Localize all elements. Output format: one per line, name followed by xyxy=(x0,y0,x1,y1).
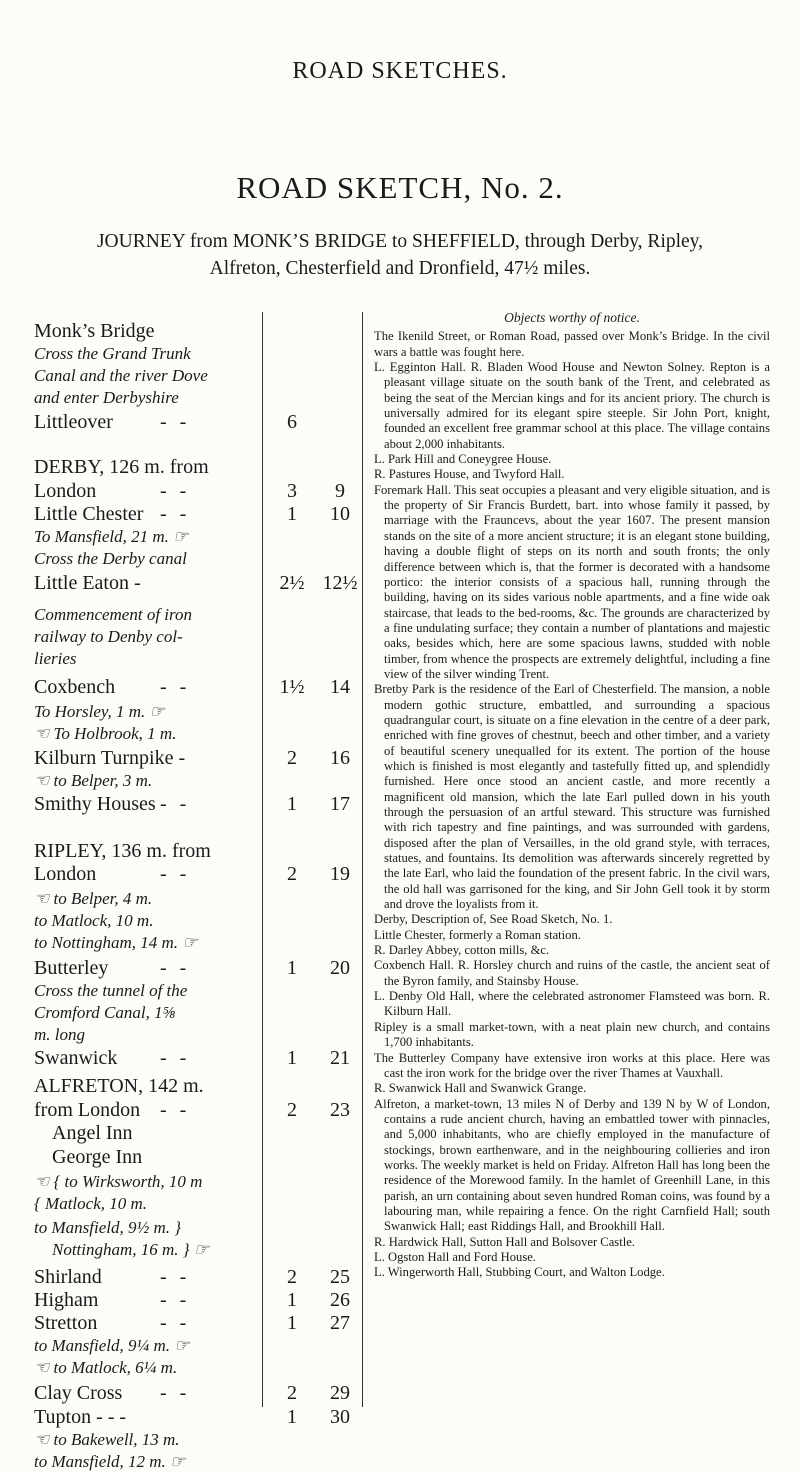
route-line: ☜ to Bakewell, 13 m. xyxy=(34,1430,180,1449)
route-line: Cross the tunnel of the xyxy=(34,981,188,1000)
notice-paragraph: The Butterley Company have extensive iron works at this place. Here was cast the iron work for the bridge over the river Thames at Vauxhall. xyxy=(374,1050,770,1080)
total-distance: 14 xyxy=(330,676,350,698)
total-distance: 29 xyxy=(330,1382,350,1404)
route-line: ☜ to Matlock, 6¼ m. xyxy=(34,1358,178,1377)
column-rule-left xyxy=(262,312,263,1407)
route-line: Commencement of iron xyxy=(34,605,193,624)
total-distance: 23 xyxy=(330,1099,350,1121)
route-line: ☜ { to Wirksworth, 10 m xyxy=(34,1172,203,1191)
stage-distance: 1 xyxy=(287,1312,297,1334)
route-line: Shirland xyxy=(34,1266,102,1288)
page-title: ROAD SKETCH, No. 2. xyxy=(236,170,564,205)
stage-distance: 2 xyxy=(287,747,297,769)
total-distance: 9 xyxy=(335,480,345,502)
notice-paragraph: Derby, Description of, See Road Sketch, No. 1. xyxy=(374,912,613,927)
leader-dashes: - - xyxy=(160,1289,191,1311)
total-distance: 26 xyxy=(330,1289,350,1311)
stage-distance: 6 xyxy=(287,411,297,433)
route-line: lieries xyxy=(34,649,77,668)
stage-distance: 1 xyxy=(287,793,297,815)
stage-distance: 2 xyxy=(287,1266,297,1288)
route-line: ☜ To Holbrook, 1 m. xyxy=(34,724,177,743)
route-line: Kilburn Turnpike - xyxy=(34,747,186,769)
leader-dashes: - - xyxy=(160,1312,191,1334)
total-distance: 25 xyxy=(330,1266,350,1288)
route-line: m. long xyxy=(34,1025,85,1044)
leader-dashes: - - xyxy=(160,863,191,885)
total-distance: 30 xyxy=(330,1406,350,1428)
notice-paragraph: R. Hardwick Hall, Sutton Hall and Bolsover Castle. xyxy=(374,1234,635,1249)
route-line: To Mansfield, 21 m. ☞ xyxy=(34,527,189,546)
notice-paragraph: L. Park Hill and Coneygree House. xyxy=(374,452,552,467)
leader-dashes: - - xyxy=(160,1047,191,1069)
total-distance: 21 xyxy=(330,1047,350,1069)
stage-distance: 1 xyxy=(287,1289,297,1311)
stage-distance: 1½ xyxy=(279,676,305,698)
total-distance: 19 xyxy=(330,863,350,885)
route-line: Little Chester xyxy=(34,503,144,525)
route-line: Canal and the river Dove xyxy=(34,366,208,385)
route-line: London xyxy=(34,863,97,885)
notice-paragraph: Little Chester, formerly a Roman station. xyxy=(374,927,581,942)
notice-paragraph: L. Denby Old Hall, where the celebrated astronomer Flamsteed was born. R. Kilburn Hall. xyxy=(374,989,770,1019)
notice-paragraph: Coxbench Hall. R. Horsley church and ruins of the castle, the ancient seat of the Byron family, and Stainsby House. xyxy=(374,958,770,988)
route-line: to Matlock, 10 m. xyxy=(34,911,154,930)
route-line: Coxbench xyxy=(34,676,116,698)
route-line: to Mansfield, 9¼ m. ☞ xyxy=(34,1336,190,1355)
notice-paragraph: Ripley is a small market-town, with a neat plain new church, and contains 1,700 inhabitants. xyxy=(374,1019,770,1050)
stage-distance: 2 xyxy=(287,1382,297,1404)
route-line: Cross the Derby canal xyxy=(34,549,187,568)
notice-paragraph: L. Ogston Hall and Ford House. xyxy=(374,1249,536,1264)
route-line: RIPLEY, 136 m. from xyxy=(34,840,211,862)
route-line: ☜ to Belper, 4 m. xyxy=(34,889,153,908)
route-line: Smithy Houses xyxy=(34,793,156,815)
notice-paragraph: Bretby Park is the residence of the Earl of Chesterfield. The mansion, a noble modern gothic structure, embattled, and surrounding a spacious quadrangular court, is situate on a fine elevation in the centre of a deer park, enriched with fine groves of chestnut, beech and other timber, and a variety of beautiful scenery unequalled for its extent. The portion of the house which is finished is most elegantly and tastefully fitted up, and splendidly furnished. Here once stood an ancient castle, and more recently a magnificent old mansion, which the late Earl pulled down in his youth through the persuasion of an artful steward. This structure was furnished with rich tapestry and fine paintings, and was surrounded with gardens, disposed after the plan of Versailles, in the old grand style, with terraces, statues, and fountains. Its demolition was afterwards sincerely regretted by the late Earl, who laid the foundation of the present fabric. In the civil wars, the old hall was garrisoned for the king, and Sir John Gell took it by storm and drove the loyalists from it. xyxy=(374,682,770,912)
stage-distance: 2 xyxy=(287,863,297,885)
route-line: { Matlock, 10 m. xyxy=(34,1194,148,1213)
notice-paragraph: R. Swanwick Hall and Swanwick Grange. xyxy=(374,1081,587,1096)
route-line: Higham xyxy=(34,1289,99,1311)
journey-description xyxy=(40,228,760,282)
journey-line-2: Alfreton, Chesterfield and Dronfield, 47½ miles. xyxy=(209,258,591,279)
route-line: Clay Cross xyxy=(34,1382,123,1404)
stage-distance: 2 xyxy=(287,1099,297,1121)
route-line: ☜ to Belper, 3 m. xyxy=(34,771,153,790)
notice-paragraph: R. Pastures House, and Twyford Hall. xyxy=(374,467,565,482)
route-line: Littleover xyxy=(34,411,113,433)
leader-dashes: - - xyxy=(160,1266,191,1288)
route-line: DERBY, 126 m. from xyxy=(34,456,209,478)
notices-heading: Objects worthy of notice. xyxy=(504,310,640,325)
route-line: Swanwick xyxy=(34,1047,118,1069)
journey-line-1: JOURNEY from MONK’S BRIDGE to SHEFFIELD, through Derby, Ripley, xyxy=(96,231,704,252)
route-line: ALFRETON, 142 m. xyxy=(34,1075,204,1097)
notice-paragraph: Alfreton, a market-town, 13 miles N of Derby and 139 N by W of London, contains a rude ancient church, having an embattled tower with pinnacles, and 5,000 inhabitants, who are chiefly employed in the manufacture of stockings, brown earthenware, and in the neighbouring collieries and iron works. The weekly market is held on Friday. Alfreton Hall has long been the residence of the Morewood family. In the hamlet of Greenhill Lane, in this parish, an urn containing about seven hundred Roman coins, was found by a labouring man, while repairing a fence. On the right Carnfield Hall; south Swanwick Hall; east Riddings Hall, and Brookhill Hall. xyxy=(374,1096,770,1234)
route-line: Butterley xyxy=(34,957,109,979)
route-line: to Mansfield, 9½ m. } xyxy=(34,1218,182,1237)
route-line: railway to Denby col- xyxy=(34,627,183,646)
leader-dashes: - - xyxy=(160,1099,191,1121)
column-rule-right xyxy=(362,312,363,1407)
notice-paragraph: R. Darley Abbey, cotton mills, &c. xyxy=(374,943,550,958)
route-line: Nottingham, 16 m. } ☞ xyxy=(52,1240,210,1259)
leader-dashes: - - xyxy=(160,480,191,502)
route-line: from London xyxy=(34,1099,141,1121)
route-line: To Horsley, 1 m. ☞ xyxy=(34,702,165,721)
notice-paragraph: Foremark Hall. This seat occupies a pleasant and very eligible situation, and is the property of Sir Francis Burdett, bart. into whose family it passed, by marriage with the Frauncevs, about the year 1607. The present mansion stands on the site of a more ancient structure; it is an elegant stone building, having a double flight of steps on its north and south fronts; the only difference between which is, that the former is decorated with a handsome portico: the interior consists of a spacious hall, running through the building, having on its sides various noble apartments, and a fine wide oak staircase, that leads to the bed-rooms, &c. The grounds are characterized by a fine undulating surface; they contain a number of plantations and majestic oaks, besides which, here are some spacious lawns, studded with noble timber, from whence the prospects are extremely delightful, including a fine view of the silver winding Trent. xyxy=(374,482,770,681)
stage-distance: 1 xyxy=(287,1047,297,1069)
notice-paragraph: The Ikenild Street, or Roman Road, passed over Monk’s Bridge. In the civil wars a battle was fought here. xyxy=(374,329,770,359)
stage-distance: 1 xyxy=(287,1406,297,1428)
route-line: Tupton - - - xyxy=(34,1406,127,1428)
leader-dashes: - - xyxy=(160,793,191,815)
notices-column xyxy=(374,310,770,1281)
stage-distance: 2½ xyxy=(279,572,305,594)
route-line: to Mansfield, 12 m. ☞ xyxy=(34,1452,186,1471)
notices-list xyxy=(374,329,770,1280)
total-distance: 10 xyxy=(330,503,350,525)
route-line: Cromford Canal, 1⅝ xyxy=(34,1003,176,1022)
leader-dashes: - - xyxy=(160,411,191,433)
route-line: Stretton xyxy=(34,1312,98,1334)
route-line: George Inn xyxy=(52,1146,143,1168)
running-head: ROAD SKETCHES. xyxy=(292,58,508,84)
leader-dashes: - - xyxy=(160,503,191,525)
total-distance: 17 xyxy=(330,793,350,815)
total-distance: 20 xyxy=(330,957,350,979)
leader-dashes: - - xyxy=(160,957,191,979)
route-line: Little Eaton - xyxy=(34,572,141,594)
leader-dashes: - - xyxy=(160,1382,191,1404)
notice-paragraph: L. Egginton Hall. R. Bladen Wood House and Newton Solney. Repton is a pleasant village situate on the south bank of the Trent, and celebrated as being the seat of the Mercian kings and for its ancient priory. The church is universally admired for its elegant spire steeple. Sir John Port, knight, founded an excellent free grammar school at this place. The village contains about 2,000 inhabitants. xyxy=(374,360,770,451)
leader-dashes: - - xyxy=(160,676,191,698)
total-distance: 16 xyxy=(330,747,350,769)
stage-distance: 3 xyxy=(287,480,297,502)
notice-paragraph: L. Wingerworth Hall, Stubbing Court, and Walton Lodge. xyxy=(374,1265,665,1280)
total-distance: 27 xyxy=(330,1312,350,1334)
route-line: London xyxy=(34,480,97,502)
route-line: and enter Derbyshire xyxy=(34,388,179,407)
route-line: to Nottingham, 14 m. ☞ xyxy=(34,933,198,952)
stage-distance: 1 xyxy=(287,503,297,525)
total-distance: 12½ xyxy=(322,572,358,594)
stage-distance: 1 xyxy=(287,957,297,979)
route-line: Cross the Grand Trunk xyxy=(34,344,191,363)
route-line: Monk’s Bridge xyxy=(34,320,155,342)
route-line: Angel Inn xyxy=(52,1122,133,1144)
